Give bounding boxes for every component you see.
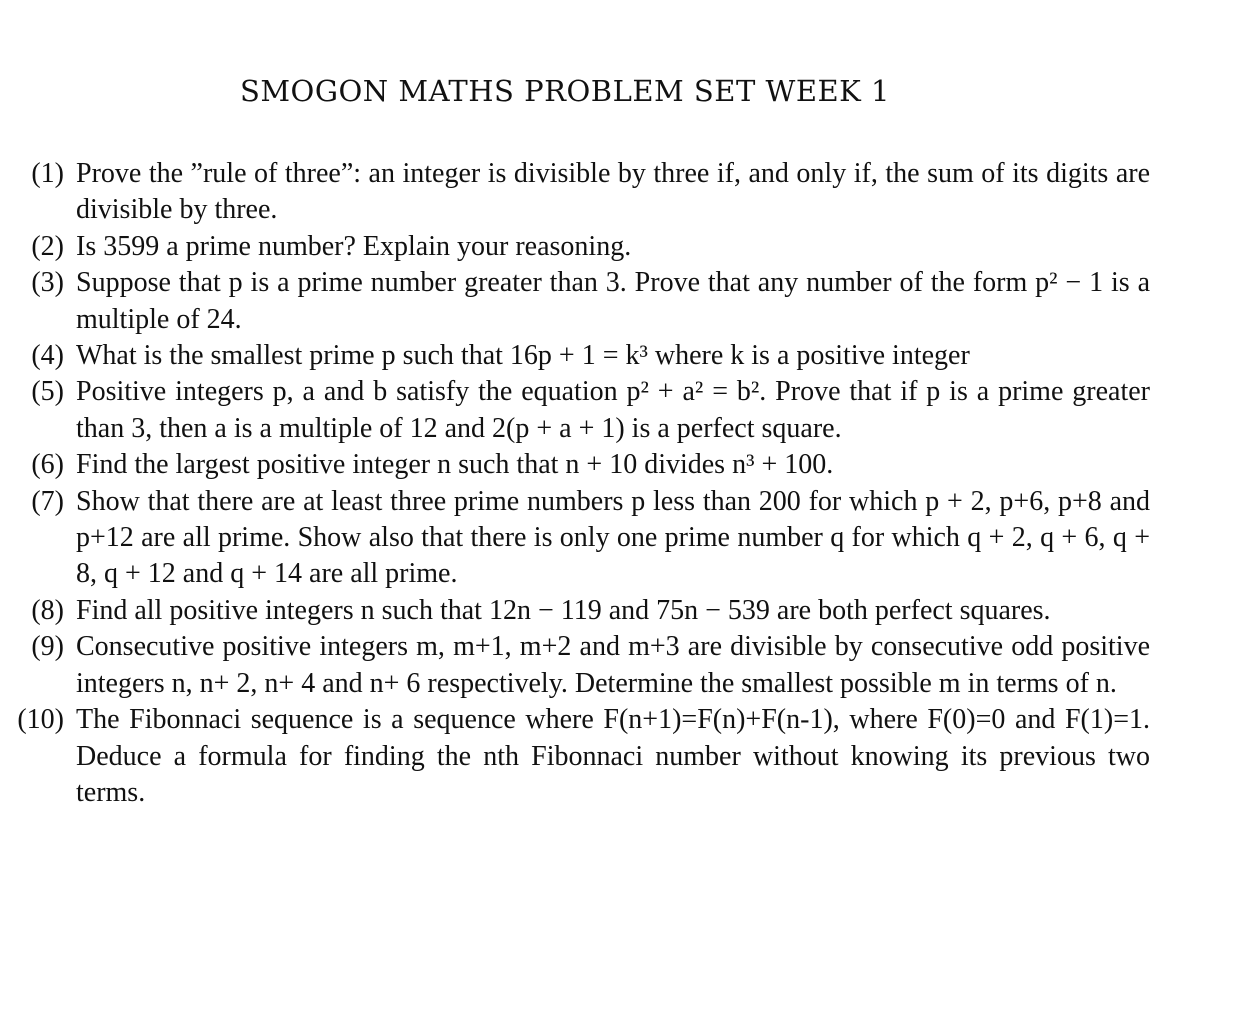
problem-item [0, 484, 1150, 593]
problem-number: (2) [31, 230, 64, 262]
problem-item [0, 702, 1150, 811]
problem-number: (5) [31, 376, 64, 408]
problem-text: Find all positive integers n such that 12n − 119 and 75n − 539 are both perfect squares. [76, 594, 1051, 626]
problem-text: Find the largest positive integer n such that n + 10 divides n³ + 100. [76, 449, 834, 481]
problem-item [0, 629, 1150, 702]
problem-number: (6) [31, 449, 64, 481]
problem-number: (3) [31, 267, 64, 299]
problem-item [0, 374, 1150, 447]
problem-number: (8) [31, 594, 64, 626]
problem-item [0, 447, 1150, 483]
problem-item [0, 593, 1150, 629]
page-title: SMOGON MATHS PROBLEM SET WEEK 1 [240, 74, 890, 109]
problem-text: The Fibonnaci sequence is a sequence where F(n+1)=F(n)+F(n-1), where F(0)=0 and F(1)=1. Deduce a formula for finding the nth Fibonnaci number without knowing its previous two terms. [76, 704, 1150, 808]
problem-text: Suppose that p is a prime number greater than 3. Prove that any number of the form p² − 1 is a multiple of 24. [76, 267, 1150, 335]
problem-item [0, 229, 1150, 265]
problem-text: What is the smallest prime p such that 16p + 1 = k³ where k is a positive integer [76, 340, 970, 372]
problem-number: (1) [31, 158, 64, 189]
problem-list [0, 156, 1150, 811]
problem-text: Positive integers p, a and b satisfy the equation p² + a² = b². Prove that if p is a prime greater than 3, then a is a multiple of 12 and 2(p + a + 1) is a perfect square. [76, 376, 1150, 444]
problem-number: (7) [31, 485, 64, 517]
problem-item [0, 156, 1150, 229]
problem-number: (4) [31, 340, 64, 372]
problem-number: (10) [17, 704, 64, 736]
problem-number: (9) [31, 631, 64, 663]
problem-item [0, 265, 1150, 338]
problem-item [0, 338, 1150, 374]
problem-text: Prove the ”rule of three”: an integer is divisible by three if, and only if, the sum of its digits are divisible by three. [76, 158, 1150, 226]
problem-text: Show that there are at least three prime numbers p less than 200 for which p + 2, p+6, p+8 and p+12 are all prime. Show also that there is only one prime number q for which q + 2, q + 6, q + 8, q + 12 and q + 14 are all prime. [76, 485, 1150, 590]
problem-text: Is 3599 a prime number? Explain your reasoning. [76, 230, 632, 262]
problem-text: Consecutive positive integers m, m+1, m+2 and m+3 are divisible by consecutive odd positive integers n, n+ 2, n+ 4 and n+ 6 respectively. Determine the smallest possible m in terms of n. [76, 631, 1150, 699]
